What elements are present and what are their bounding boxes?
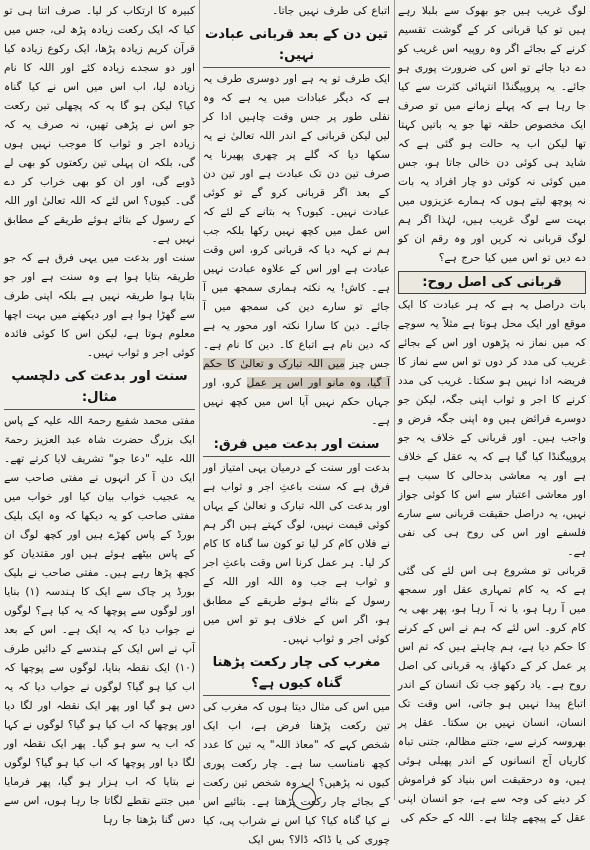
column-right <box>394 0 590 824</box>
column-left <box>0 0 199 826</box>
paragraph: میں اس کی مثال دیتا ہوں کہ مغرب کی تین رکعت پڑھنا فرض ہے، اب ایک شخص کہے کہ "معاذ اللہ" یہ تین کا عدد کچھ نامناسب سا ہے۔ چار رکعت پوری کیوں نہ پڑھیں؟ اب وہ شخص تین رکعت کے بجائے چار رکعت پڑھتا ہے۔ بتائیے اس نے کیا گناہ کیا؟ کیا اس نے شراب پی، کیا چوری کی یا ڈاکہ ڈالا؟ بس ایک <box>203 701 390 846</box>
paragraph-text: دین کا نام ہے۔ جس چیز <box>203 339 390 370</box>
paragraph: قربانی تو مشروع ہی اس لئے کی گئی ہے کہ یہ کام تمہاری عقل اور سمجھ میں آ رہا ہو، یا نہ آ رہا ہو، پھر بھی یہ کام کرو۔ اس لئے کہ ہم نے اس کے کرنے کا حکم دیا ہے، ہم چاہتے ہیں کہ تم اس پر عمل کر کے دکھاؤ، یہ قربانی کی اصل روح ہے۔ یاد رکھو جب تک انسان کے اندر اتباع پیدا نہیں ہو جاتی، اس وقت تک انسان، انسان نہیں بن سکتا۔ عقل پر بھروسہ کرنے سے، جتنے مظالم، جتنی تباہ کاریاں آج انسانوں کے اندر پھیلی ہوئی ہیں، وہ درحقیقت اس بنیاد کو فراموش کر دینے کی وجہ سے ہے، جو انسان اپنی عقل کے پیچھے چلتا ہے۔ اللہ کے حکم کی <box>398 565 586 824</box>
paragraph <box>203 70 390 431</box>
paragraph: اتباع کی طرف نہیں جاتا۔ <box>272 5 390 17</box>
paragraph: بات دراصل یہ ہے کہ ہر عبادت کا ایک موقع اور ایک محل ہوتا ہے مثلاً یہ سوچے کہ میں نماز نہ پڑھوں اور اس کے بجائے غریب کی مدد کر دوں تو اس سے نماز کا فریضہ ادا نہیں ہو سکتا۔ غریب کی مدد کرنے کا اجر و ثواب اپنی جگہ، لیکن جو دوسرے فرائض ہیں وہ اپنی جگہ فرض و واجب ہیں۔ اور قربانی کے خلاف یہ جو پروپیگنڈا کیا گیا ہے کہ یہ عقل کے خلاف ہے اور یہ معاشی بدحالی کا سبب ہے اور معاشی اعتبار سے اس کا کوئی جواز نہیں، یہ دراصل حقیقت قربانی سے سارے فلسفے اور اس کی روح ہی کی نفی ہے۔ <box>398 299 586 558</box>
paragraph-text: ایک طرف تو یہ ہے اور دوسری طرف یہ ہے کہ دیگر عبادات میں یہ ہے کہ وہ نفلی طور پر جس وقت چاہیں ادا کر لیں لیکن قربانی کے اندر اللہ تعالیٰ نے یہ سکھا دیا کہ گلے پر چھری پھیرنا یہ صرف تین دن تک عبادت ہے اور تین دن کے بعد اگر قربانی کرو گے تو کوئی عبادت نہیں۔ کیوں؟ یہ بتانے کے لئے کہ اس عمل میں کچھ نہیں رکھا بلکہ جب ہم نے کہہ دیا کہ قربانی کرو، اس وقت عبادت ہے اور اس کے علاوہ عبادت نہیں ہے۔ کاش! یہ نکتہ ہماری سمجھ میں آ جائے تو سارے دین کی سمجھ میں آ جائے۔ دین کا سارا نکتہ اور محور یہ ہے کہ دین نام ہے اتباع کا۔ <box>203 73 390 351</box>
column-middle <box>199 0 394 846</box>
highlighted-text: میں اللہ تبارک و تعالیٰ کا حکم آ گیا، وہ مانو اور اس پر عمل <box>203 358 390 389</box>
section-heading: سنت اور بدعت کی دلچسپ مثال: <box>4 366 195 410</box>
paragraph: کبیرہ کا ارتکاب کر لیا۔ صرف اتنا ہی تو کیا کہ ایک رکعت زیادہ پڑھ لی، جس میں قرآن کریم زیادہ پڑھا، ایک رکوع زیادہ کیا اور دو سجدے زیادہ کئے اور اللہ کا نام زیادہ لیا، اب اس میں اس نے کیا گناہ کیا؟ لیکن ہو گا یہ کہ پچھلی تین رکعت جو اس نے پڑھی تھیں، نہ صرف یہ کہ زیادہ اجر و ثواب کا موجب نہیں ہوں گی، بلکہ ان پہلی تین رکعتوں کو بھی لے ڈوبے گی، اور ان کو بھی خراب کر دے گی۔ کیوں؟ اس لئے کہ اللہ تعالیٰ اور اللہ کے رسول کے بتائے ہوئے طریقے کے مطابق نہیں ہے۔ <box>4 5 195 245</box>
section-heading: سنت اور بدعت میں فرق: <box>203 434 390 457</box>
page-number-circle <box>292 786 316 810</box>
paragraph-text: کرو، اور جہاں حکم نہیں آیا اس میں کچھ نہیں ہے۔ <box>203 377 390 427</box>
paragraph: مفتی محمد شفیع رحمۃ اللہ علیہ کے پاس ایک بزرگ حضرت شاہ عبد العزیز رحمۃ اللہ علیہ "دعا جو" تشریف لایا کرتے تھے۔ ایک دن آ کر انہوں نے مفتی صاحب سے یہ عجیب خواب بیان کیا اور خواب میں مفتی صاحب کو یہ دیکھا کہ وہ ایک بلیک بورڈ کے پاس کھڑے ہیں اور کچھ لوگ ان کے پاس بیٹھے ہوئے ہیں اور مقتدیان کو کچھ پڑھا رہے ہیں۔ مفتی صاحب نے بلیک بورڈ پر چاک سے ایک کا ہندسہ (۱) بنایا اور لوگوں سے پوچھا کہ یہ کیا ہے؟ لوگوں نے جواب دیا کہ یہ ایک ہے۔ اس کے بعد آپ نے اس ایک کے ہندسے کے دائیں طرف (۱۰) ایک نقطہ بنایا، لوگوں سے پوچھا کہ اب کیا ہو گیا؟ لوگوں نے جواب دیا کہ یہ دس ہو گیا اور پھر ایک نقطہ اور لگا دیا اور پوچھا کہ اب کیا ہو گیا؟ لوگوں نے کہا کہ اب یہ سو ہو گیا۔ پھر ایک نقطہ اور لگا دیا اور پوچھا کہ اب کیا ہو گیا؟ لوگوں نے بتایا کہ اب ہزار ہو گیا، پھر فرمایا میں جتنے نقطے لگاتا جا رہا ہوں، اس سے دس گنا بڑھتا جا رہا <box>4 415 195 826</box>
paragraph: لوگ غریب ہیں جو بھوک سے بلبلا رہے ہیں تو کیا قربانی کر کے گوشت تقسیم کرنے کے بجائے اگر وہ روپیہ اس غریب کو دے دیا جائے تو اس کی ضرورت پوری ہو جائے۔ یہ پروپیگنڈا انتہائی کثرت سے کیا جا رہا ہے کہ پہلے زمانے میں تو صرف ایک مخصوص حلقہ تھا جو یہ باتیں کہتا تھا لیکن اب یہ حالت ہو گئی ہے کہ شاید ہی کوئی دن خالی جاتا ہو، جس میں کوئی نہ کوئی دو چار افراد یہ بات نہ پوچھ لیتے ہوں کہ ہمارے عزیزوں میں بہت سے لوگ غریب ہیں، لہٰذا اگر ہم لوگ قربانی نہ کریں اور وہ رقم ان کو دے دیں تو اس میں کیا حرج ہے؟ <box>398 5 586 264</box>
paragraph: بدعت اور سنت کے درمیان یہی امتیاز اور فرق ہے کہ سنت باعثِ اجر و ثواب ہے اور بدعت کی اللہ تبارک و تعالیٰ کے یہاں کوئی قیمت نہیں، لوگ کہتے ہیں اگر ہم نے فلاں کام کر لیا تو کون سا گناہ کا کام کر لیا۔ ہر عمل کرنا اس وقت باعثِ اجر و ثواب ہے جب وہ اللہ اور اللہ کے رسول کے بتائے ہوئے طریقے کے مطابق ہو، اگر اس کے خلاف ہو تو اس میں کوئی اجر و ثواب نہیں۔ <box>203 462 390 645</box>
paragraph: سنت اور بدعت میں یہی فرق ہے کہ جو طریقہ بتایا ہوا ہے وہ سنت ہے اور جو بتایا ہوا طریقہ نہیں ہے بلکہ اپنی طرف سے گھڑا ہوا ہے اور دیکھنے میں بہت اچھا معلوم ہوتا ہے، لیکن اس کا کوئی فائدہ کوئی اجر و ثواب نہیں۔ <box>4 252 195 359</box>
section-heading: قربانی کی اصل روح: <box>398 271 586 294</box>
section-heading: تین دن کے بعد قربانی عبادت نہیں: <box>203 24 390 68</box>
section-heading: مغرب کی چار رکعت پڑھنا گناہ کیوں ہے؟ <box>203 652 390 696</box>
